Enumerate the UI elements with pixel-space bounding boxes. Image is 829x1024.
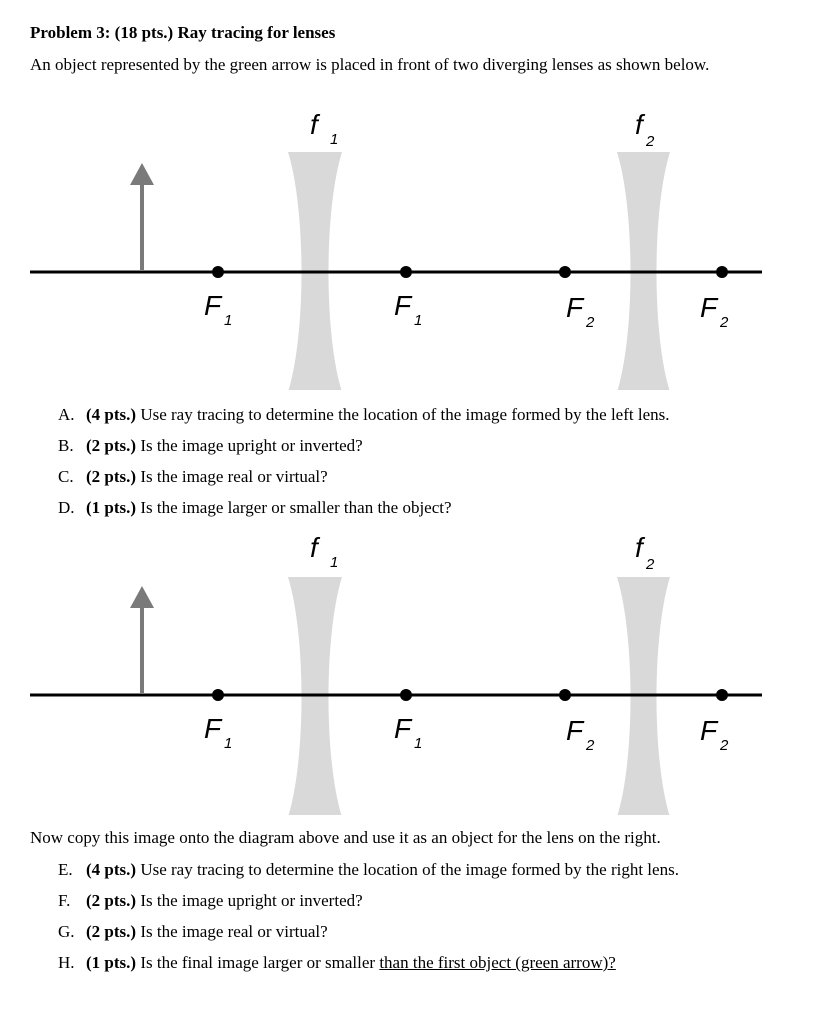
problem-intro: An object represented by the green arrow is placed in front of two diverging lenses as shown below. [30,55,710,74]
focal-label-4-subscript: 2 [720,314,729,331]
focal-label-2-subscript: 1 [414,735,423,752]
question-letter: A. [58,405,75,424]
lens-label-f1-subscript: 1 [330,554,339,571]
question-text: Is the final image larger or smaller [136,953,380,972]
question-points: (2 pts.) [86,436,137,455]
focal-point-left-lens-outer [212,689,224,701]
question-points: (2 pts.) [86,467,137,486]
focal-point-right-lens-outer [716,266,728,278]
focal-point-left-lens-inner [400,689,412,701]
lens-label-f1: f [310,532,318,563]
focal-label-1-subscript: 1 [224,735,233,752]
question-letter: C. [58,467,74,486]
question-points: (4 pts.) [86,405,137,424]
focal-label-3: F [566,292,584,323]
question-letter: G. [58,922,75,941]
question-item [58,952,679,983]
focal-point-right-lens-inner [559,266,571,278]
object-arrow-head [130,586,154,608]
lens-label-f2: f [635,109,643,140]
question-text-underlined: than the first object (green arrow)? [379,953,616,972]
question-points: (1 pts.) [86,953,137,972]
focal-label-1: F [204,290,222,321]
question-item [58,921,679,952]
lens-label-f2-subscript: 2 [646,133,655,150]
lens-label-f2-subscript: 2 [646,556,655,573]
lens-label-f1-subscript: 1 [330,131,339,148]
lens-label-f2: f [635,532,643,563]
question-text: Is the image real or virtual? [136,922,328,941]
lens-diagram-2 [0,525,829,815]
question-item [58,435,670,466]
question-text: Is the image upright or inverted? [136,891,363,910]
problem-title: Problem 3: (18 pts.) Ray tracing for lenses [30,23,336,42]
question-item [58,497,670,528]
question-list-part1 [58,404,670,528]
focal-label-1-subscript: 1 [224,312,233,329]
question-letter: B. [58,436,74,455]
question-text: Use ray tracing to determine the location of the image formed by the left lens. [136,405,670,424]
focal-label-3: F [566,715,584,746]
question-text: Use ray tracing to determine the location of the image formed by the right lens. [136,860,679,879]
focal-point-right-lens-inner [559,689,571,701]
question-text: Is the image larger or smaller than the object? [136,498,452,517]
question-item [58,890,679,921]
question-text: Is the image upright or inverted? [136,436,363,455]
focal-label-1: F [204,713,222,744]
focal-label-4: F [700,292,718,323]
question-points: (4 pts.) [86,860,137,879]
question-item [58,404,670,435]
focal-label-3-subscript: 2 [586,737,595,754]
question-text: Is the image real or virtual? [136,467,328,486]
lens-label-f1: f [310,109,318,140]
focal-label-4-subscript: 2 [720,737,729,754]
focal-label-3-subscript: 2 [586,314,595,331]
copy-instruction: Now copy this image onto the diagram above and use it as an object for the lens on the right. [30,828,661,847]
question-letter: H. [58,953,75,972]
focal-label-2-subscript: 1 [414,312,423,329]
question-letter: E. [58,860,73,879]
focal-point-right-lens-outer [716,689,728,701]
question-letter: D. [58,498,75,517]
focal-point-left-lens-inner [400,266,412,278]
lens-diagram-1 [0,100,829,390]
question-points: (2 pts.) [86,922,137,941]
focal-label-2: F [394,713,412,744]
focal-label-2: F [394,290,412,321]
question-letter: F. [58,891,71,910]
focal-point-left-lens-outer [212,266,224,278]
question-points: (2 pts.) [86,891,137,910]
question-item [58,859,679,890]
object-arrow-head [130,163,154,185]
focal-label-4: F [700,715,718,746]
question-item [58,466,670,497]
question-list-part2 [58,859,679,983]
question-points: (1 pts.) [86,498,137,517]
